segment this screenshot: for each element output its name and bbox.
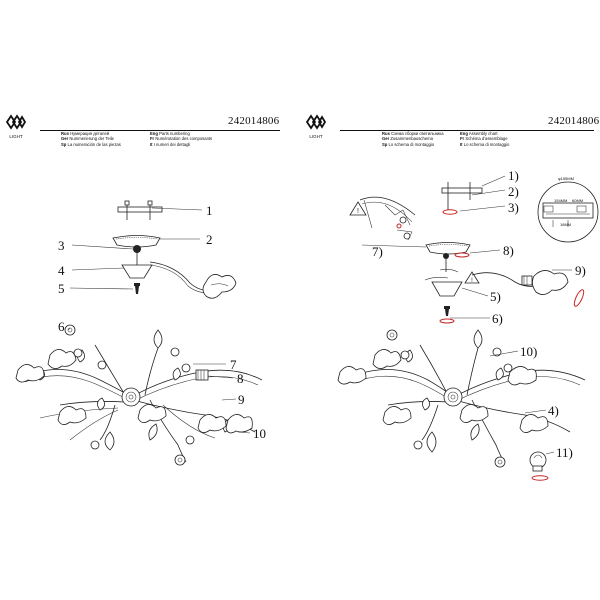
part-label-10: 10 bbox=[253, 426, 266, 441]
legend-entry: Fr Numérotation des composants bbox=[150, 136, 213, 142]
svg-text:!: ! bbox=[357, 208, 359, 215]
product-code: 242014806 bbox=[548, 115, 600, 127]
step-label-6: 6) bbox=[492, 311, 503, 326]
product-code: 242014806 bbox=[228, 115, 280, 127]
logo-text: LIGHT bbox=[9, 134, 23, 139]
step-label-2: 2) bbox=[508, 184, 519, 199]
logo-text: LIGHT bbox=[309, 134, 323, 139]
legend-entry: Eng Parts numbering bbox=[150, 131, 190, 136]
mounting-bar bbox=[442, 182, 482, 200]
part-label-7: 7 bbox=[230, 357, 237, 372]
legend-entry: Eng Assembly chart bbox=[460, 131, 498, 136]
legend-entry: Rus Схема сборки светильника bbox=[382, 131, 444, 136]
finial bbox=[440, 306, 454, 323]
step-label-9: 9) bbox=[575, 263, 586, 278]
part-label-5: 5 bbox=[58, 281, 65, 296]
mounting-bar bbox=[118, 201, 162, 220]
step-label-10: 10) bbox=[520, 344, 538, 359]
step-label-8: 8) bbox=[503, 243, 514, 258]
mount-dim-c: 18MM bbox=[560, 222, 572, 227]
legend-entry: Rus Нумерация деталей bbox=[61, 131, 110, 136]
legend-entry: It Lo schema di montaggio bbox=[460, 141, 510, 147]
legend-entry: Sp La numeración de las piezas bbox=[61, 141, 121, 147]
chandelier-assembly bbox=[16, 325, 262, 465]
mount-dim-b: 60MM bbox=[572, 198, 584, 203]
legend-entry: Ger Zusammenbauschema bbox=[382, 136, 433, 142]
cup-shade bbox=[425, 259, 462, 296]
part-label-6: 6 bbox=[58, 319, 65, 334]
screw-mark bbox=[443, 200, 457, 214]
canopy bbox=[426, 243, 470, 260]
step-label-3: 3) bbox=[508, 200, 519, 215]
step-label-5: 5) bbox=[490, 289, 501, 304]
part-label-3: 3 bbox=[58, 238, 65, 253]
legend-entry: It I numeri dei dettagli bbox=[150, 141, 191, 147]
bulb-icon bbox=[530, 452, 548, 480]
socket-nut bbox=[133, 245, 141, 253]
flower-shade bbox=[203, 274, 236, 298]
wiring-detail bbox=[350, 197, 415, 240]
legend-entry: Fr Schéma d'assemblage bbox=[460, 136, 508, 142]
assembly-chart-page bbox=[300, 0, 600, 600]
svg-text:!: ! bbox=[471, 278, 473, 284]
step-label-7: 7) bbox=[372, 244, 383, 259]
part-label-9: 9 bbox=[238, 392, 245, 407]
legend-entry: Sp Lo schema di montaggio bbox=[382, 141, 435, 147]
part-label-2: 2 bbox=[206, 232, 213, 247]
mount-detail bbox=[538, 182, 598, 242]
step-label-11: 11) bbox=[556, 445, 573, 460]
step-label-1: 1) bbox=[508, 168, 519, 183]
part-label-8: 8 bbox=[237, 371, 244, 386]
part-label-4: 4 bbox=[58, 263, 65, 278]
part-label-1: 1 bbox=[206, 203, 213, 218]
finial bbox=[134, 283, 140, 294]
mount-dim-a: 154MM bbox=[554, 198, 568, 203]
step-label-4: 4) bbox=[548, 403, 559, 418]
legend-entry: Ger Nummerierung der Teile bbox=[61, 136, 114, 142]
cup-shade bbox=[122, 252, 152, 278]
assembly-diagram bbox=[300, 0, 600, 600]
arm bbox=[150, 262, 212, 290]
mount-diameter: φ155MM bbox=[558, 176, 574, 181]
leader-lines bbox=[68, 208, 250, 433]
